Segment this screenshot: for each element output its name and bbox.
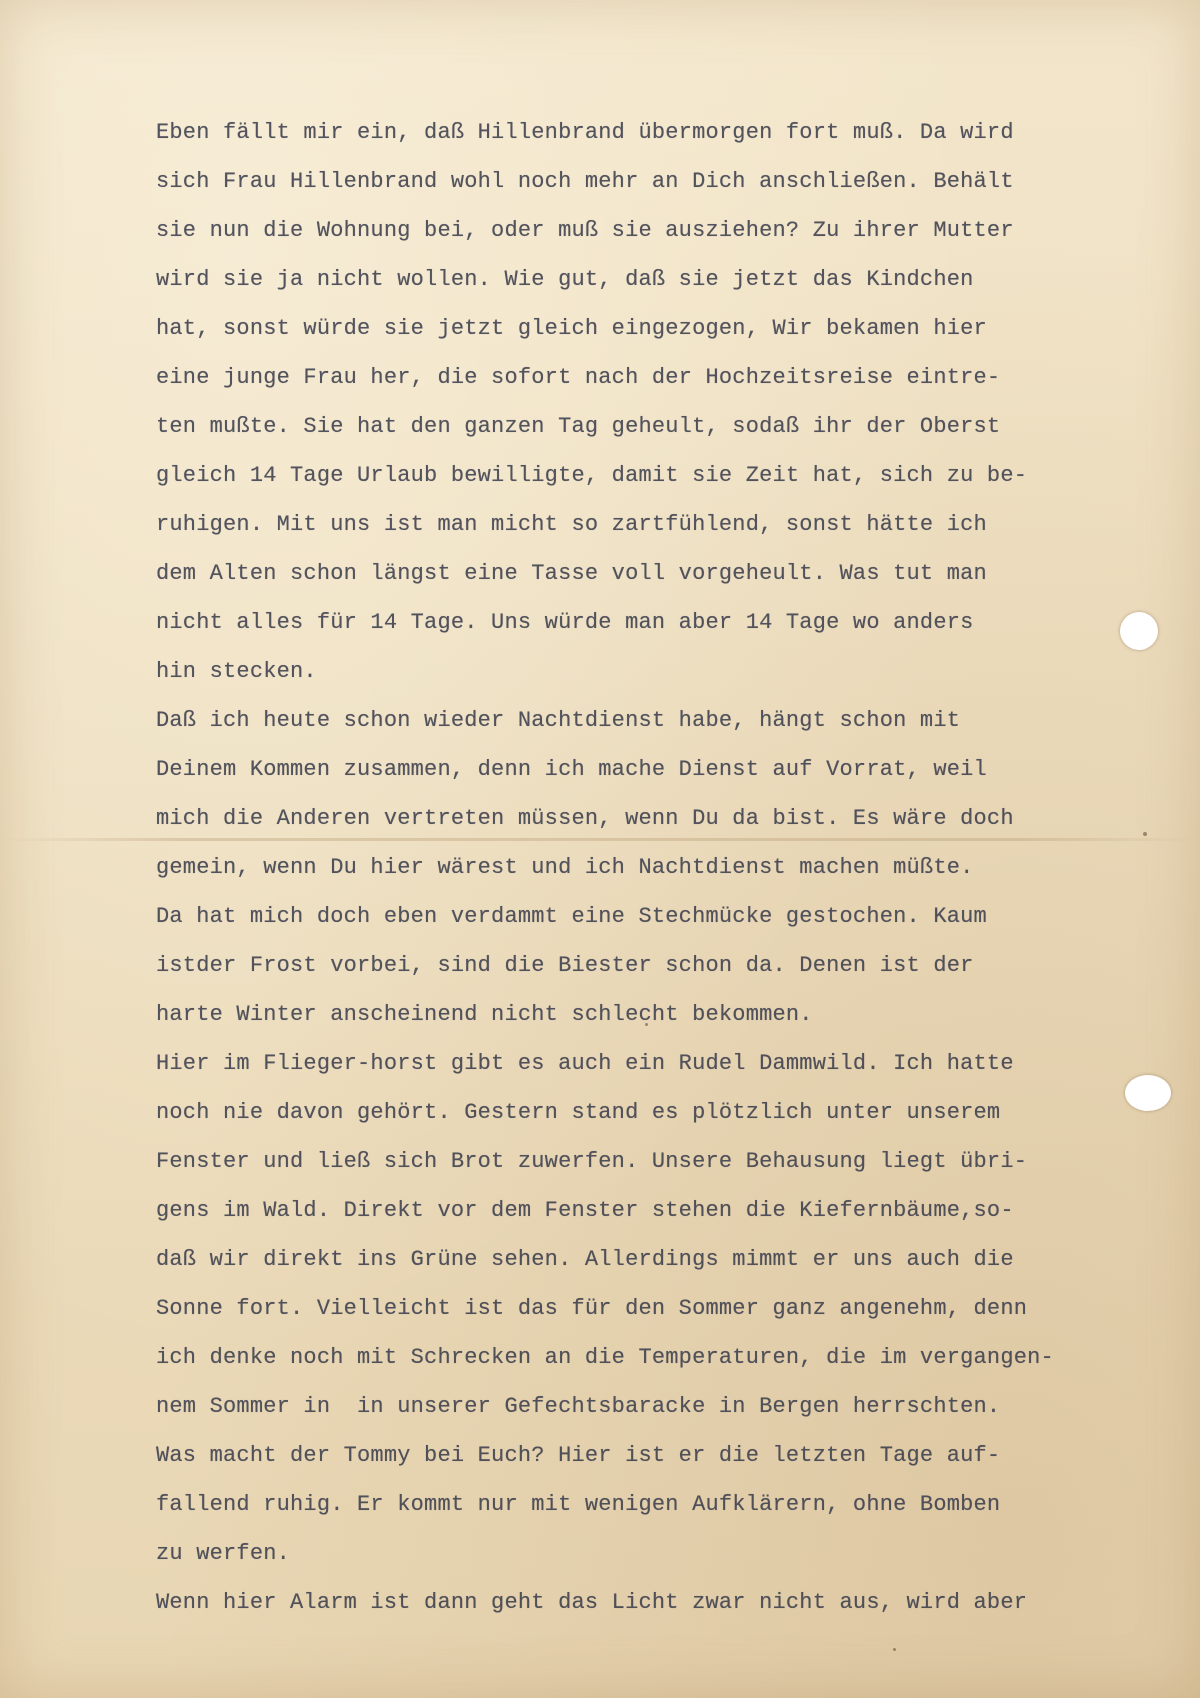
text-line: fallend ruhig. Er kommt nur mit wenigen Aufklärern, ohne Bomben	[156, 1492, 1001, 1517]
typewritten-letter-text	[156, 108, 1156, 1627]
text-line: daß wir direkt ins Grüne sehen. Allerdings mimmt er uns auch die	[156, 1247, 1014, 1272]
text-line: nem Sommer in in unserer Gefechtsbaracke in Bergen herrschten.	[156, 1394, 1001, 1419]
text-line: sie nun die Wohnung bei, oder muß sie ausziehen? Zu ihrer Mutter	[156, 218, 1014, 243]
text-line: Was macht der Tommy bei Euch? Hier ist er die letzten Tage auf-	[156, 1443, 1001, 1468]
text-line: sich Frau Hillenbrand wohl noch mehr an Dich anschließen. Behält	[156, 169, 1014, 194]
text-line: ten mußte. Sie hat den ganzen Tag geheult, sodaß ihr der Oberst	[156, 414, 1001, 439]
text-line: gens im Wald. Direkt vor dem Fenster stehen die Kiefernbäume,so-	[156, 1198, 1014, 1223]
text-line: Hier im Flieger-horst gibt es auch ein Rudel Dammwild. Ich hatte	[156, 1051, 1014, 1076]
text-line: gleich 14 Tage Urlaub bewilligte, damit sie Zeit hat, sich zu be-	[156, 463, 1028, 488]
text-line: ruhigen. Mit uns ist man micht so zartfühlend, sonst hätte ich	[156, 512, 987, 537]
text-line: Wenn hier Alarm ist dann geht das Licht zwar nicht aus, wird aber	[156, 1590, 1028, 1615]
text-line: harte Winter anscheinend nicht schlecht bekommen.	[156, 1002, 813, 1027]
text-line: nicht alles für 14 Tage. Uns würde man aber 14 Tage wo anders	[156, 610, 974, 635]
text-line: istder Frost vorbei, sind die Biester schon da. Denen ist der	[156, 953, 974, 978]
text-line: noch nie davon gehört. Gestern stand es plötzlich unter unserem	[156, 1100, 1001, 1125]
text-line: Daß ich heute schon wieder Nachtdienst habe, hängt schon mit	[156, 708, 961, 733]
text-line: mich die Anderen vertreten müssen, wenn Du da bist. Es wäre doch	[156, 806, 1014, 831]
text-line: wird sie ja nicht wollen. Wie gut, daß sie jetzt das Kindchen	[156, 267, 974, 292]
text-line: hin stecken.	[156, 659, 317, 684]
text-line: Fenster und ließ sich Brot zuwerfen. Unsere Behausung liegt übri-	[156, 1149, 1028, 1174]
text-line: Eben fällt mir ein, daß Hillenbrand übermorgen fort muß. Da wird	[156, 120, 1014, 145]
text-line: eine junge Frau her, die sofort nach der Hochzeitsreise eintre-	[156, 365, 1001, 390]
text-line: Sonne fort. Vielleicht ist das für den Sommer ganz angenehm, denn	[156, 1296, 1028, 1321]
ink-speck	[893, 1648, 896, 1651]
text-line: ich denke noch mit Schrecken an die Temperaturen, die im vergangen-	[156, 1345, 1054, 1370]
text-line: gemein, wenn Du hier wärest und ich Nachtdienst machen müßte.	[156, 855, 974, 880]
text-line: dem Alten schon längst eine Tasse voll vorgeheult. Was tut man	[156, 561, 987, 586]
text-line: zu werfen.	[156, 1541, 291, 1566]
text-line: hat, sonst würde sie jetzt gleich eingezogen, Wir bekamen hier	[156, 316, 987, 341]
text-line: Da hat mich doch eben verdammt eine Stechmücke gestochen. Kaum	[156, 904, 987, 929]
text-line: Deinem Kommen zusammen, denn ich mache Dienst auf Vorrat, weil	[156, 757, 987, 782]
